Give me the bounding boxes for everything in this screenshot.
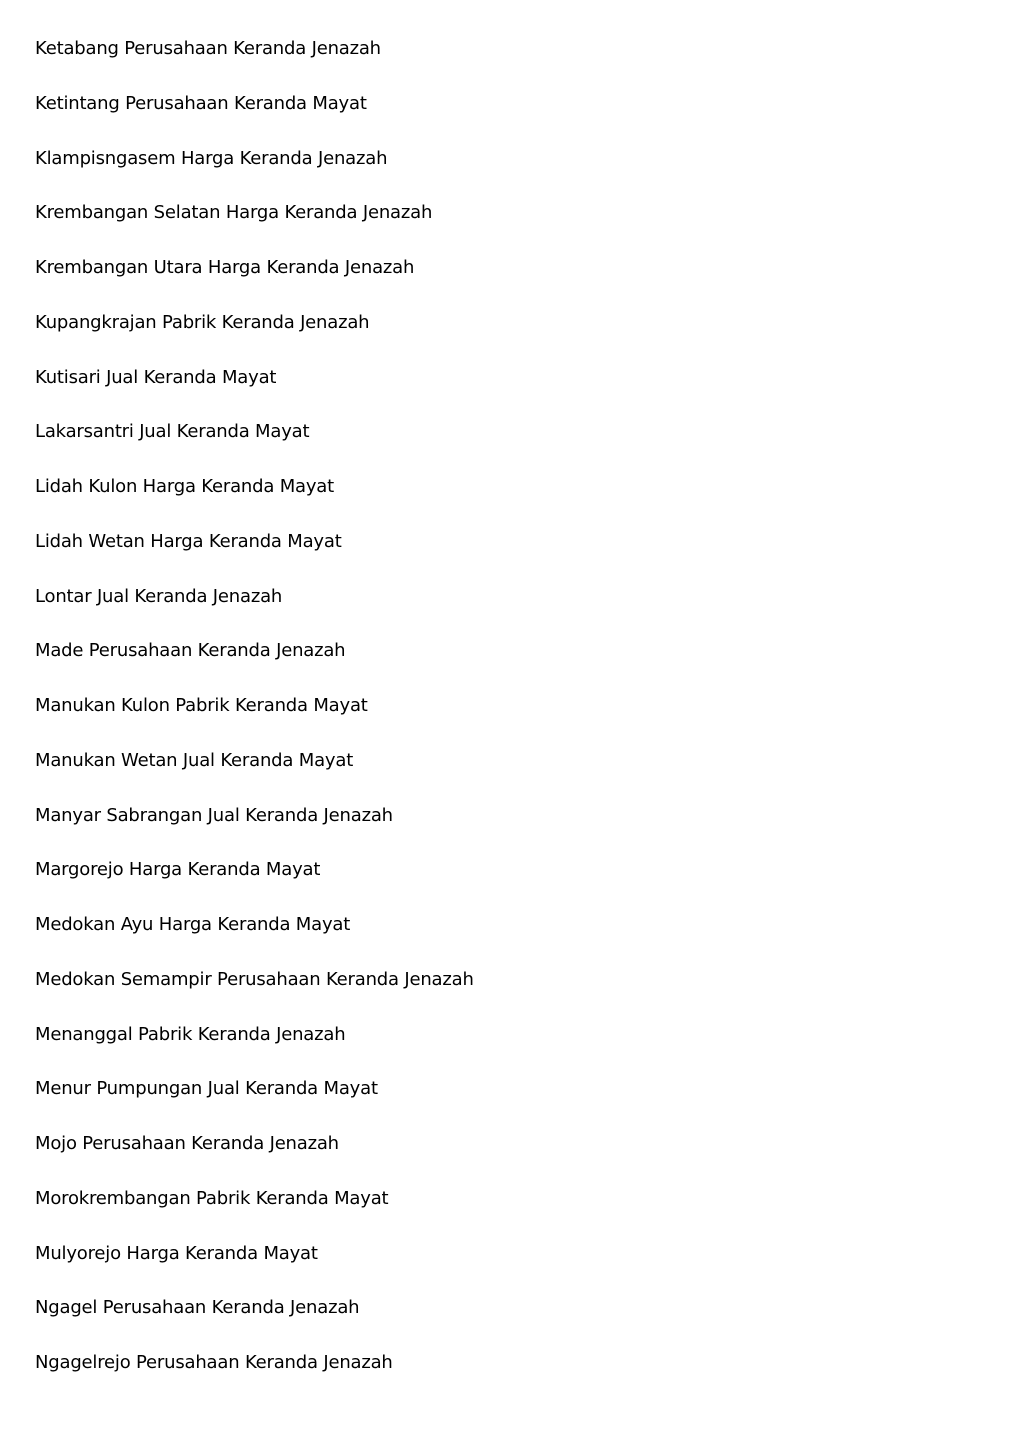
document-line: Ketabang Perusahaan Keranda Jenazah xyxy=(35,38,381,59)
document-line: Krembangan Selatan Harga Keranda Jenazah xyxy=(35,202,433,224)
document-line: Mulyorejo Harga Keranda Mayat xyxy=(35,1242,318,1264)
document-line: Kupangkrajan Pabrik Keranda Jenazah xyxy=(35,311,370,333)
document-line: Margorejo Harga Keranda Mayat xyxy=(35,859,321,881)
document-line: Lontar Jual Keranda Jenazah xyxy=(35,585,283,607)
document-line: Morokrembangan Pabrik Keranda Mayat xyxy=(35,1187,389,1209)
document-line: Mojo Perusahaan Keranda Jenazah xyxy=(35,1133,339,1154)
document-line: Menur Pumpungan Jual Keranda Mayat xyxy=(35,1078,378,1100)
document-line: Ketintang Perusahaan Keranda Mayat xyxy=(35,92,367,114)
document-line: Manukan Kulon Pabrik Keranda Mayat xyxy=(35,695,368,716)
document-line: Made Perusahaan Keranda Jenazah xyxy=(35,640,346,662)
document-line: Ngagel Perusahaan Keranda Jenazah xyxy=(35,1297,360,1319)
document-line: Lidah Wetan Harga Keranda Mayat xyxy=(35,530,342,552)
document-line-list xyxy=(35,37,474,1406)
document-line: Krembangan Utara Harga Keranda Jenazah xyxy=(35,257,415,278)
document-line: Lakarsantri Jual Keranda Mayat xyxy=(35,421,310,443)
document-line: Manukan Wetan Jual Keranda Mayat xyxy=(35,749,354,771)
document-line: Medokan Ayu Harga Keranda Mayat xyxy=(35,914,351,935)
document-line: Ngagelrejo Perusahaan Keranda Jenazah xyxy=(35,1352,393,1373)
document-line: Manyar Sabrangan Jual Keranda Jenazah xyxy=(35,804,393,826)
document-line: Klampisngasem Harga Keranda Jenazah xyxy=(35,147,388,169)
document-line: Medokan Semampir Perusahaan Keranda Jenazah xyxy=(35,968,474,990)
document-line: Lidah Kulon Harga Keranda Mayat xyxy=(35,476,335,497)
document-line: Menanggal Pabrik Keranda Jenazah xyxy=(35,1023,346,1045)
document-line: Kutisari Jual Keranda Mayat xyxy=(35,366,277,388)
